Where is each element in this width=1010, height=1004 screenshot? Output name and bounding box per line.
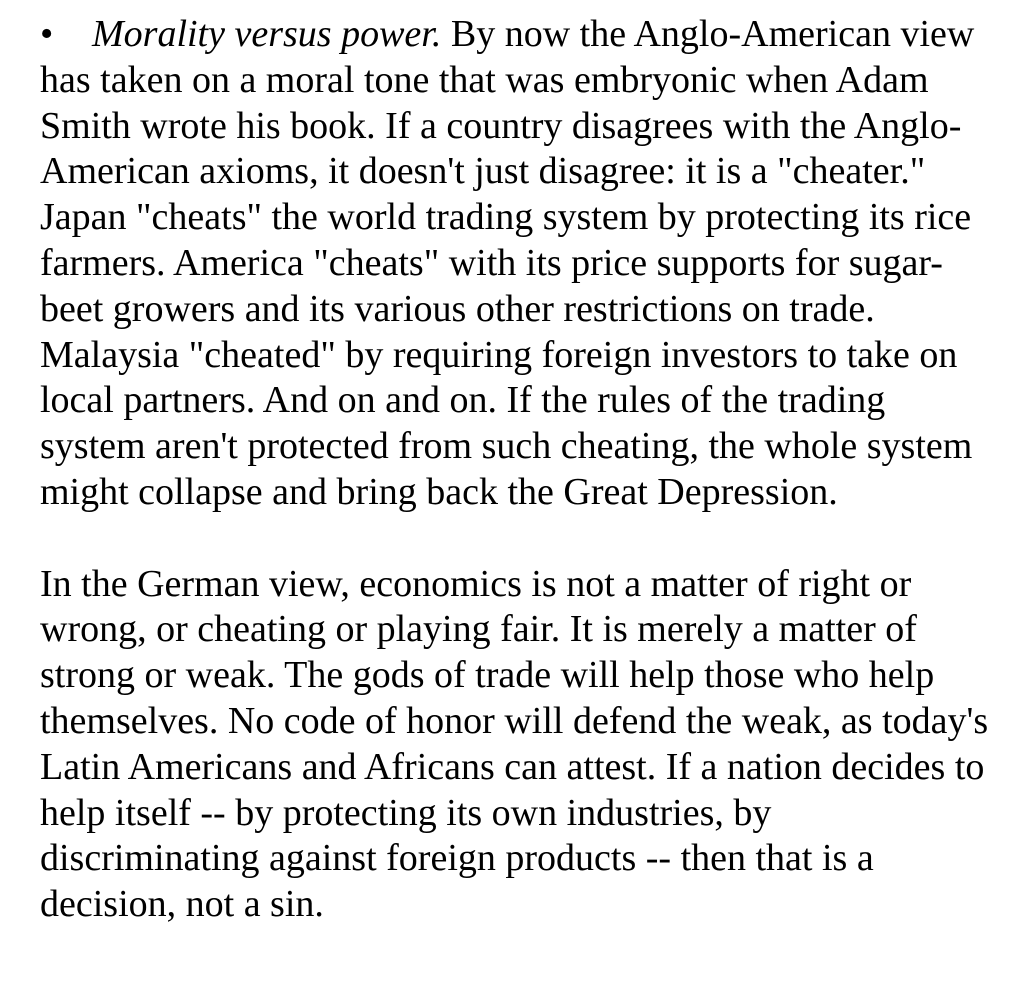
body-paragraph: In the German view, economics is not a matter of right or wrong, or cheating or playing fair. It is merely a matter of strong or weak. The gods of trade will help those who help themselves. No code of honor will defend the weak, as today's Latin Americans and Africans can attest. If a nation decides to help itself -- by protecting its own industries, by discriminating against foreign products -- then that is a decision, not a sin. — [40, 562, 989, 926]
bullet-text: By now the Anglo-American view has taken on a moral tone that was embryonic when Adam Smith wrote his book. If a country disagrees with the Anglo-American axioms, it doesn't just disagree: it is a "cheater." Japan "cheats" the world trading system by protecting its rice farmers. America "cheats" with its price supports for sugar-beet growers and its various other restrictions on trade. Malaysia "cheated" by requiring foreign investors to take on local partners. And on and on. If the rules of the trading system aren't protected from such cheating, the whole system might collapse and bring back the Great Depression. — [40, 13, 975, 513]
bullet-icon: • — [40, 13, 54, 55]
bullet-heading: Morality versus power. — [92, 13, 442, 55]
bullet-list-item — [40, 12, 990, 516]
document-body — [40, 12, 990, 928]
